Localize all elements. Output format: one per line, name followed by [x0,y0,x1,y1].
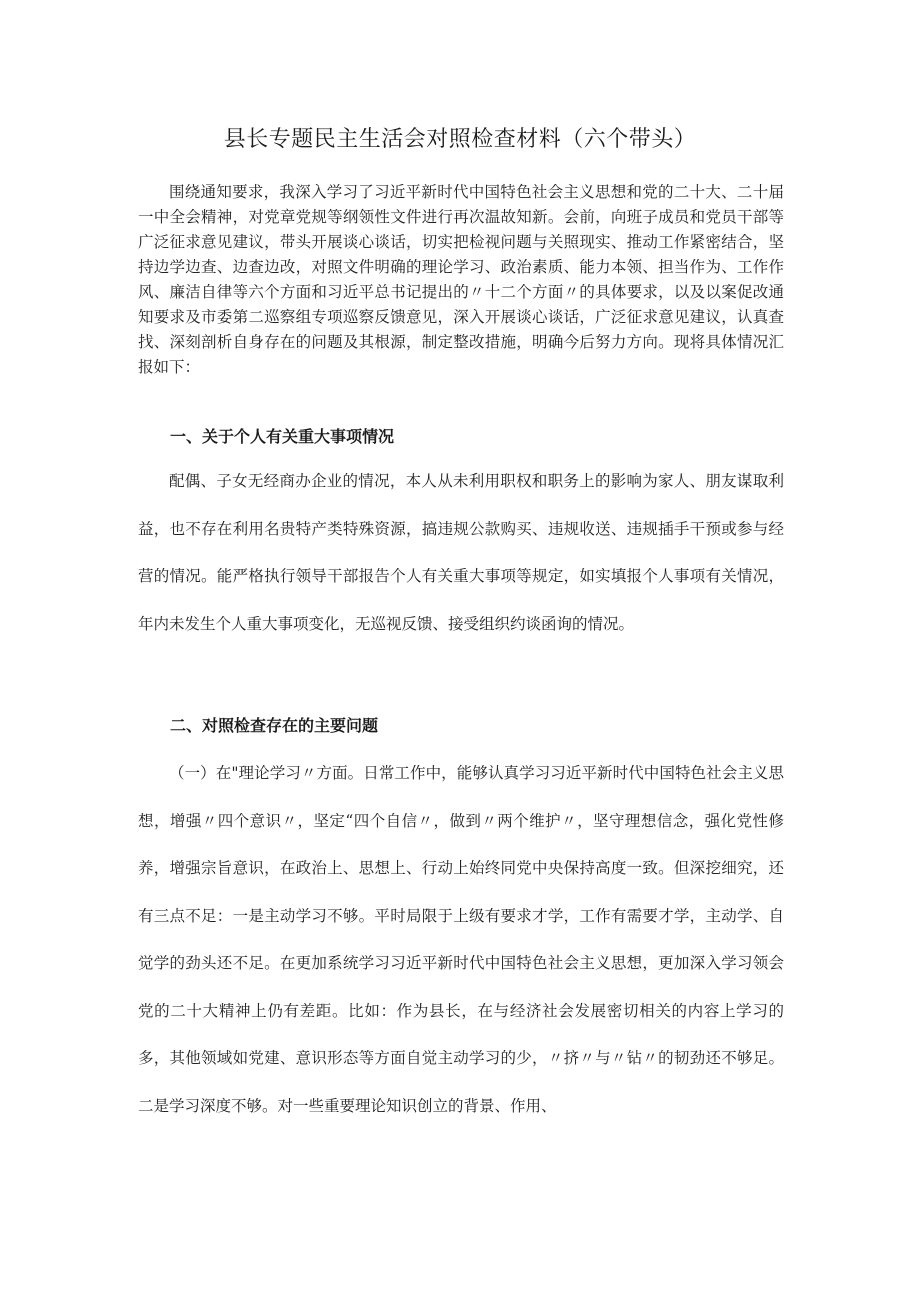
section-heading-personal-matters: 一、关于个人有关重大事项情况 [170,427,395,446]
section-body-personal-matters: 配偶、子女无经商办企业的情况，本人从未利用职权和职务上的影响为家人、朋友谋取利益，也不存在利用名贵特产类特殊资源，搞违规公款购买、违规收送、违规插手干预或参与经营的情况。能严格执行领导干部报告个人有关重大事项等规定，如实填报个人事项有关情况，年内未发生个人重大事项变化，无巡视反馈、接受组织约谈函询的情况。 [138,472,784,633]
document-title: 县长专题民主生活会对照检查材料（六个带头） [223,127,697,152]
intro-paragraph: 围绕通知要求，我深入学习了习近平新时代中国特色社会主义思想和党的二十大、二十届一中全会精神，对党章党规等纲领性文件进行再次温故知新。会前，向班子成员和党员干部等广泛征求意见建议，带头开展谈心谈话，切实把检视问题与关照现实、推动工作紧密结合，坚持边学边查、边查边改，对照文件明确的理论学习、政治素质、能力本领、担当作为、工作作风、廉洁自律等六个方面和习近平总书记提出的〃十二个方面〃的具体要求，以及以案促改通知要求及市委第二巡察组专项巡察反馈意见，深入开展谈心谈话，广泛征求意见建议，认真查找、深刻剖析自身存在的问题及其根源，制定整改措施，明确今后努力方向。现将具体情况汇报如下： [138,183,784,376]
section-heading-main-problems: 二、对照检查存在的主要问题 [170,716,379,735]
section-body-main-problems: （一）在"理论学习〃方面。日常工作中，能够认真学习习近平新时代中国特色社会主义思想，增强〃四个意识〃，坚定“四个自信〃，做到〃两个维护〃，坚守理想信念，强化党性修养，增强宗旨意识，在政治上、思想上、行动上始终同党中央保持高度一致。但深挖细究，还有三点不足：一是主动学习不够。平时局限于上级有要求才学，工作有需要才学，主动学、自觉学的劲头还不足。在更加系统学习习近平新时代中国特色社会主义思想，更加深入学习领会党的二十大精神上仍有差距。比如：作为县长，在与经济社会发展密切相关的内容上学习的多，其他领域如党建、意识形态等方面自觉主动学习的少，〃挤〃与〃钻〃的韧劲还不够足。二是学习深度不够。对一些重要理论知识创立的背景、作用、 [138,764,784,1115]
